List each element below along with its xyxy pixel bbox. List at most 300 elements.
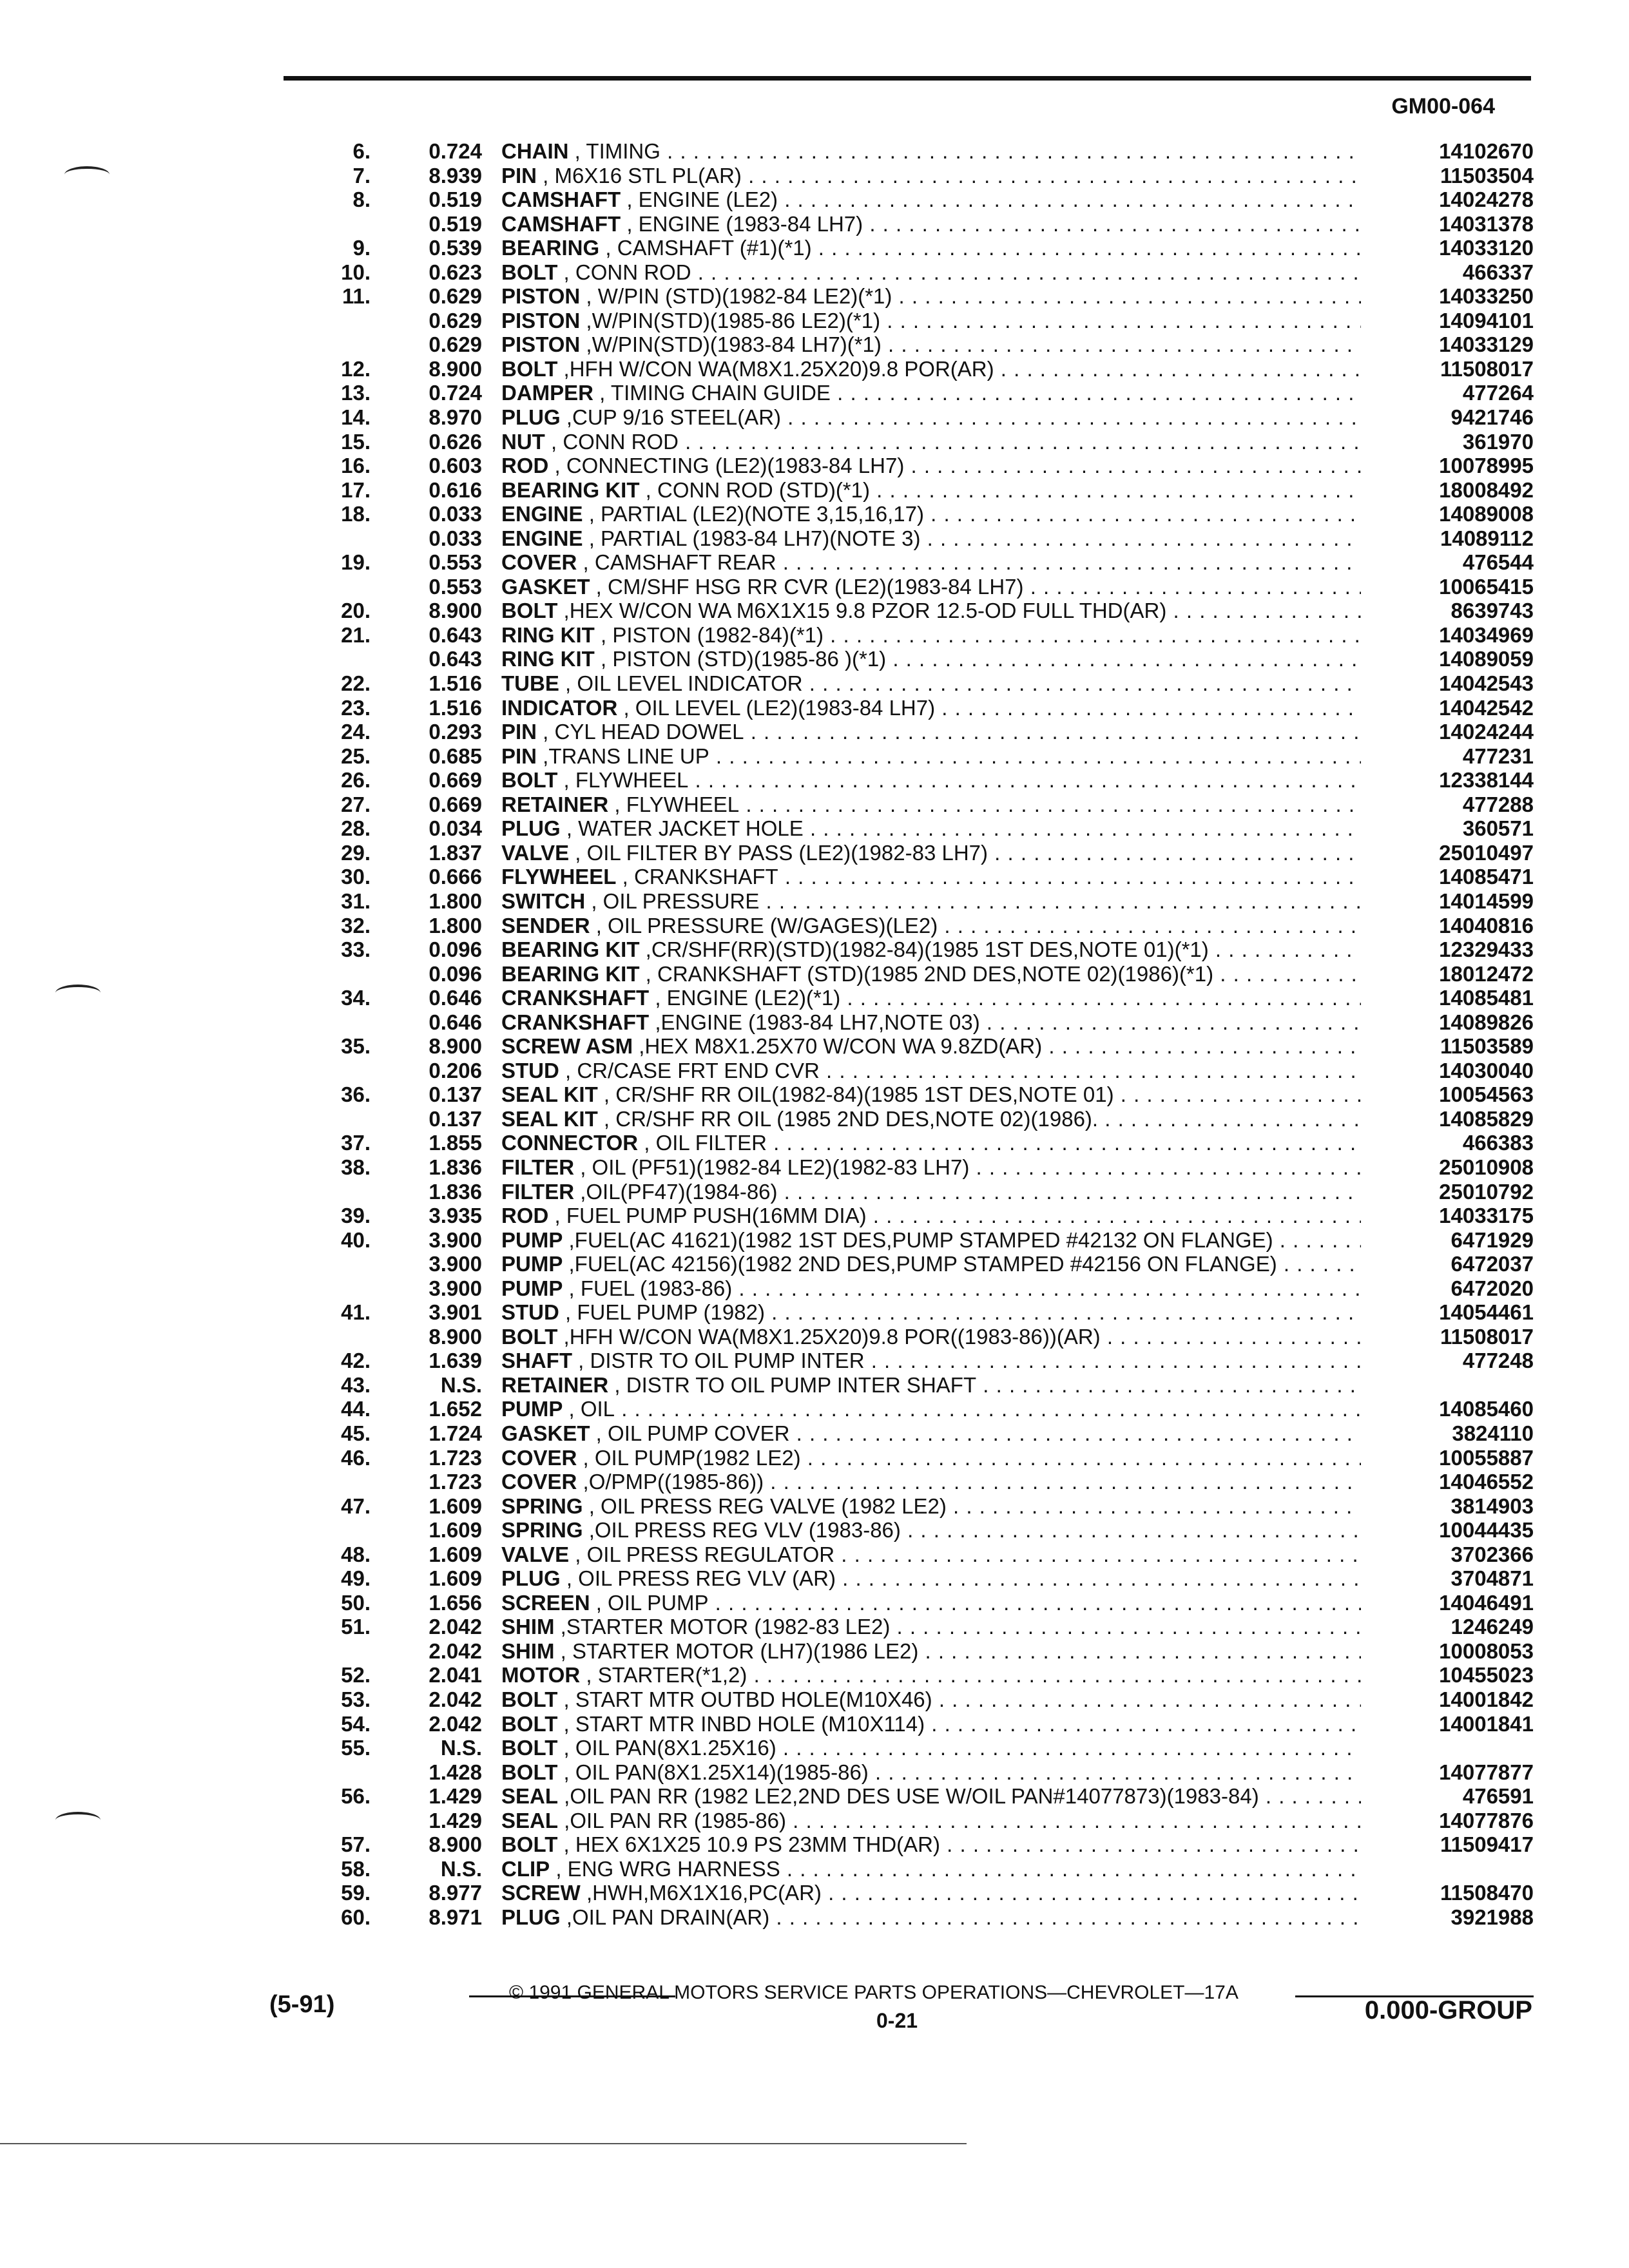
table-row [309, 1832, 1534, 1857]
part-number: 477231 [1462, 744, 1534, 768]
part-detail: , PARTIAL (LE2)(NOTE 3,15,16,17) [583, 502, 924, 526]
table-row [309, 744, 1534, 769]
group-number: 0.519 [429, 211, 482, 236]
part-description [501, 1518, 1361, 1542]
part-detail: ,TRANS LINE UP [537, 744, 709, 768]
part-description [501, 1010, 1361, 1035]
part-detail: , DISTR TO OIL PUMP INTER SHAFT [608, 1372, 977, 1397]
part-name: SCREW ASM [501, 1034, 633, 1059]
part-name: RETAINER [501, 1372, 609, 1397]
part-detail: , DISTR TO OIL PUMP INTER [572, 1349, 865, 1373]
part-number: 14046491 [1439, 1590, 1534, 1615]
group-number: 1.800 [429, 889, 482, 913]
part-description [501, 1082, 1361, 1107]
group-number: 0.646 [429, 1010, 482, 1034]
item-number: 11. [342, 284, 371, 309]
table-row [309, 1010, 1534, 1035]
part-name: BOLT [501, 1687, 558, 1711]
part-detail: , START MTR INBD HOLE (M10X114) [557, 1711, 925, 1736]
part-description [501, 1397, 1361, 1421]
table-row [309, 1736, 1534, 1760]
item-number: 24. [341, 720, 371, 744]
part-name: PISTON [501, 284, 581, 309]
part-detail: ,OIL(PF47)(1984-86) [574, 1179, 778, 1204]
table-row [309, 1663, 1534, 1687]
part-number: 14042543 [1439, 671, 1534, 696]
item-number: 52. [341, 1663, 371, 1687]
part-detail: , FUEL (1983-86) [563, 1276, 733, 1300]
part-number: 14085471 [1439, 865, 1534, 889]
item-number: 34. [341, 986, 371, 1010]
table-row [309, 1300, 1534, 1325]
part-number: 360571 [1462, 816, 1534, 841]
item-number: 35. [341, 1034, 371, 1059]
part-detail: , CONN ROD [557, 260, 691, 284]
scan-mark [55, 985, 101, 1001]
part-number: 466337 [1462, 260, 1534, 284]
part-description [501, 962, 1361, 986]
part-name: PLUG [501, 816, 561, 841]
part-description [501, 647, 1361, 671]
part-description [501, 1059, 1361, 1083]
part-detail: ,O/PMP((1985-86)) [577, 1470, 764, 1494]
table-row [309, 1760, 1534, 1785]
part-description [501, 1204, 1361, 1228]
part-name: COVER [501, 1470, 577, 1494]
item-number: 7. [352, 163, 371, 187]
part-name: FILTER [501, 1179, 575, 1204]
part-description [501, 889, 1361, 914]
part-name: ENGINE [501, 526, 583, 550]
table-row [309, 937, 1534, 962]
part-number: 14046552 [1439, 1470, 1534, 1494]
table-row [309, 914, 1534, 938]
part-detail: , STARTER MOTOR (LH7)(1986 LE2) [554, 1639, 919, 1663]
group-number: 0.137 [429, 1082, 482, 1107]
item-number: 53. [341, 1687, 371, 1711]
part-detail: , CAMSHAFT REAR [577, 550, 776, 575]
part-description [501, 1784, 1361, 1809]
part-name: CLIP [501, 1856, 550, 1881]
part-name: BEARING KIT [501, 961, 640, 986]
part-name: SHIM [501, 1615, 555, 1639]
part-number: 14033129 [1439, 332, 1534, 357]
part-detail: , CR/SHF RR OIL(1982-84)(1985 1ST DES,NOTE 01) [597, 1082, 1114, 1107]
part-number: 14001841 [1439, 1711, 1534, 1736]
part-description [501, 696, 1361, 720]
part-detail: , OIL PAN(8X1.25X16) [557, 1736, 776, 1760]
group-number: 3.901 [429, 1300, 482, 1325]
part-detail: , FUEL PUMP PUSH(16MM DIA) [548, 1204, 867, 1228]
group-number: 0.034 [429, 816, 482, 841]
group-number: 1.429 [429, 1784, 482, 1809]
group-number: 8.971 [429, 1905, 482, 1929]
part-detail: , OIL PRESS REG VALVE (1982 LE2) [583, 1494, 947, 1518]
group-number: 1.516 [429, 695, 482, 720]
part-name: PIN [501, 720, 537, 744]
group-number: 8.900 [429, 1832, 482, 1857]
part-description [501, 260, 1361, 285]
part-detail: ,CUP 9/16 STEEL(AR) [560, 405, 782, 430]
part-number: 14085829 [1439, 1106, 1534, 1131]
group-number: 8.900 [429, 356, 482, 381]
group-number: 0.724 [429, 381, 482, 405]
group-number: 1.800 [429, 913, 482, 937]
part-description [501, 1566, 1361, 1591]
part-name: INDICATOR [501, 695, 618, 720]
table-row [309, 1470, 1534, 1494]
group-number: 3.935 [429, 1204, 482, 1228]
table-row [309, 1325, 1534, 1349]
group-number: 0.096 [429, 937, 482, 962]
table-row [309, 671, 1534, 696]
part-detail: , FUEL PUMP (1982) [559, 1300, 765, 1325]
part-number: 9421746 [1451, 405, 1534, 430]
part-description [501, 1373, 1361, 1398]
group-number: 1.609 [429, 1542, 482, 1566]
part-name: DAMPER [501, 381, 594, 405]
part-detail: ,OIL PAN RR (1982 LE2,2ND DES USE W/OIL PAN#14077873)(1983-84) [558, 1784, 1259, 1809]
part-number: 11503504 [1440, 163, 1534, 187]
part-description [501, 405, 1361, 430]
part-name: BOLT [501, 1324, 558, 1349]
item-number: 47. [341, 1494, 371, 1518]
group-number: 0.553 [429, 550, 482, 575]
part-description [501, 768, 1361, 793]
part-detail: ,ENGINE (1983-84 LH7,NOTE 03) [649, 1010, 980, 1034]
part-name: STUD [501, 1058, 559, 1082]
part-detail: , OIL FILTER [638, 1131, 767, 1155]
part-number: 12338144 [1439, 768, 1534, 793]
table-row [309, 1542, 1534, 1567]
item-number: 29. [341, 840, 371, 865]
group-number: 0.096 [429, 961, 482, 986]
part-detail: , CYL HEAD DOWEL [537, 720, 744, 744]
item-number: 38. [341, 1155, 371, 1179]
part-description [501, 1615, 1361, 1639]
table-row [309, 1494, 1534, 1519]
part-name: SHIM [501, 1639, 555, 1663]
table-row [309, 430, 1534, 454]
part-number: 14077876 [1439, 1808, 1534, 1832]
part-description [501, 309, 1361, 333]
part-detail: ,HFH W/CON WA(M8X1.25X20)9.8 POR((1983-86))(AR) [557, 1324, 1101, 1349]
table-row [309, 1252, 1534, 1276]
group-number: N.S. [440, 1856, 482, 1881]
part-name: CHAIN [501, 139, 569, 163]
part-name: SPRING [501, 1518, 583, 1542]
part-name: GASKET [501, 1421, 590, 1445]
item-number: 44. [341, 1397, 371, 1421]
part-name: PLUG [501, 1905, 561, 1929]
part-number: 11508017 [1440, 356, 1534, 381]
group-number: 1.656 [429, 1590, 482, 1615]
group-number: 8.900 [429, 1034, 482, 1059]
table-row [309, 1615, 1534, 1639]
part-number: 18008492 [1439, 477, 1534, 502]
part-detail: , CONNECTING (LE2)(1983-84 LH7) [548, 454, 905, 478]
table-row [309, 647, 1534, 671]
part-name: FILTER [501, 1155, 575, 1179]
part-detail: , CM/SHF HSG RR CVR (LE2)(1983-84 LH7) [590, 574, 1024, 599]
part-detail: , OIL [563, 1397, 615, 1421]
part-name: RING KIT [501, 622, 595, 647]
item-number: 16. [341, 454, 371, 478]
part-detail: ,HEX W/CON WA M6X1X15 9.8 PZOR 12.5-OD FULL THD(AR) [557, 599, 1167, 623]
part-detail: , OIL (PF51)(1982-84 LE2)(1982-83 LH7) [574, 1155, 970, 1179]
item-number: 19. [341, 550, 371, 575]
item-number: 14. [341, 405, 371, 430]
part-description [501, 1881, 1361, 1905]
part-number: 14089008 [1439, 502, 1534, 526]
table-row [309, 889, 1534, 914]
part-detail: , CONN ROD (STD)(*1) [639, 477, 870, 502]
part-description [501, 478, 1361, 503]
group-number: 8.900 [429, 1324, 482, 1349]
group-number: 2.042 [429, 1687, 482, 1711]
item-number: 58. [341, 1856, 371, 1881]
table-row [309, 623, 1534, 648]
part-number: 6471929 [1451, 1227, 1534, 1252]
part-detail: , ENGINE (LE2) [621, 187, 778, 212]
part-detail: ,HFH W/CON WA(M8X1.25X20)9.8 POR(AR) [557, 356, 994, 381]
document-id: GM00-064 [1391, 94, 1495, 119]
parts-list [309, 139, 1534, 1929]
table-row [309, 187, 1534, 212]
scan-mark [55, 1812, 101, 1829]
group-number: 0.685 [429, 744, 482, 768]
part-name: SCREEN [501, 1590, 590, 1615]
part-description [501, 1228, 1361, 1253]
group-number: 0.626 [429, 429, 482, 454]
part-name: GASKET [501, 574, 590, 599]
table-row [309, 526, 1534, 551]
part-name: SCREW [501, 1881, 581, 1905]
group-number: 0.603 [429, 454, 482, 478]
part-description [501, 430, 1361, 454]
part-number: 10044435 [1439, 1518, 1534, 1542]
part-number: 14089059 [1439, 647, 1534, 671]
part-description [501, 1155, 1361, 1180]
part-name: ROD [501, 454, 549, 478]
part-number: 14089112 [1440, 526, 1534, 550]
group-number: 0.629 [429, 308, 482, 332]
part-name: SEAL [501, 1808, 559, 1832]
part-name: SWITCH [501, 889, 586, 913]
part-description [501, 1421, 1361, 1446]
group-number: 2.042 [429, 1711, 482, 1736]
part-description [501, 1857, 1361, 1881]
part-description [501, 1663, 1361, 1687]
part-name: VALVE [501, 1542, 570, 1566]
table-row [309, 1349, 1534, 1373]
part-number: 477248 [1462, 1349, 1534, 1373]
group-number: 0.669 [429, 792, 482, 816]
part-number: 11503589 [1440, 1034, 1534, 1059]
part-detail: ,HWH,M6X1X16,PC(AR) [580, 1881, 822, 1905]
part-description [501, 1107, 1361, 1131]
part-description [501, 1760, 1361, 1785]
part-name: BOLT [501, 1711, 558, 1736]
part-name: FLYWHEEL [501, 865, 617, 889]
part-description [501, 1591, 1361, 1615]
item-number: 10. [341, 260, 371, 284]
group-number: 1.609 [429, 1518, 482, 1542]
item-number: 20. [341, 599, 371, 623]
part-detail: , OIL PUMP(1982 LE2) [577, 1445, 801, 1470]
table-row [309, 1784, 1534, 1809]
part-detail: , CRANKSHAFT (STD)(1985 2ND DES,NOTE 02)(1986)(*1) [639, 961, 1214, 986]
part-detail: , HEX 6X1X25 10.9 PS 23MM THD(AR) [557, 1832, 940, 1857]
part-name: BOLT [501, 1736, 558, 1760]
group-number: 1.723 [429, 1470, 482, 1494]
item-number: 36. [341, 1082, 371, 1107]
part-number: 6472037 [1451, 1252, 1534, 1276]
table-row [309, 212, 1534, 236]
part-description [501, 284, 1361, 309]
group-number: 1.724 [429, 1421, 482, 1445]
table-row [309, 164, 1534, 188]
part-number: 10054563 [1439, 1082, 1534, 1107]
part-number: 12329433 [1439, 937, 1534, 962]
item-number: 18. [341, 502, 371, 526]
part-name: PIN [501, 163, 537, 187]
part-detail: , TIMING CHAIN GUIDE [593, 381, 831, 405]
table-row [309, 309, 1534, 333]
part-description [501, 1325, 1361, 1349]
part-name: PUMP [501, 1227, 563, 1252]
part-description [501, 744, 1361, 769]
table-row [309, 1034, 1534, 1059]
part-name: SHAFT [501, 1349, 572, 1373]
part-description [501, 1131, 1361, 1155]
part-description [501, 865, 1361, 889]
item-number: 9. [352, 236, 371, 260]
part-number: 14024278 [1439, 187, 1534, 212]
part-detail: , W/PIN (STD)(1982-84 LE2)(*1) [580, 284, 892, 309]
part-number: 3704871 [1451, 1566, 1534, 1591]
part-description [501, 1252, 1361, 1276]
item-number: 39. [341, 1204, 371, 1228]
footer-date: (5-91) [269, 1991, 335, 2018]
part-number: 25010908 [1439, 1155, 1534, 1179]
table-row [309, 405, 1534, 430]
item-number: 41. [341, 1300, 371, 1325]
part-number: 14033175 [1439, 1204, 1534, 1228]
table-row [309, 1905, 1534, 1930]
part-name: PIN [501, 744, 537, 768]
table-row [309, 816, 1534, 841]
part-detail: , OIL PRESSURE (W/GAGES)(LE2) [590, 913, 938, 937]
table-row [309, 1155, 1534, 1180]
item-number: 40. [341, 1227, 371, 1252]
bottom-rule [0, 2143, 967, 2144]
group-number: 0.666 [429, 865, 482, 889]
part-number: 14040816 [1439, 913, 1534, 937]
top-rule [284, 76, 1531, 81]
part-name: BOLT [501, 768, 558, 793]
part-description [501, 381, 1361, 405]
group-number: 0.137 [429, 1106, 482, 1131]
part-detail: , PARTIAL (1983-84 LH7)(NOTE 3) [583, 526, 921, 550]
footer-copyright: © 1991 GENERAL MOTORS SERVICE PARTS OPERATIONS—CHEVROLET—17A [509, 1982, 1239, 2003]
part-name: CAMSHAFT [501, 187, 621, 212]
item-number: 32. [341, 913, 371, 937]
group-number: 2.042 [429, 1615, 482, 1639]
item-number: 12. [341, 356, 371, 381]
group-number: 8.939 [429, 163, 482, 187]
part-number: 14094101 [1439, 308, 1534, 332]
table-row [309, 1712, 1534, 1736]
part-number: 14031378 [1439, 211, 1534, 236]
part-detail: , OIL LEVEL INDICATOR [559, 671, 803, 696]
part-detail: , OIL PRESS REG VLV (AR) [560, 1566, 836, 1591]
item-number: 13. [341, 381, 371, 405]
part-name: VALVE [501, 840, 570, 865]
part-description [501, 1832, 1361, 1857]
group-number: 0.643 [429, 647, 482, 671]
table-row [309, 1373, 1534, 1398]
part-description [501, 1639, 1361, 1664]
group-number: N.S. [440, 1736, 482, 1760]
part-number: 10008053 [1439, 1639, 1534, 1663]
group-number: 1.836 [429, 1155, 482, 1179]
part-detail: ,STARTER MOTOR (1982-83 LE2) [554, 1615, 891, 1639]
part-description [501, 454, 1361, 478]
group-number: 2.042 [429, 1639, 482, 1663]
item-number: 60. [341, 1905, 371, 1929]
part-description [501, 937, 1361, 962]
part-description [501, 187, 1361, 212]
table-row [309, 1591, 1534, 1615]
part-number: 14033250 [1439, 284, 1534, 309]
part-number: 11508470 [1440, 1881, 1534, 1905]
item-number: 30. [341, 865, 371, 889]
part-description [501, 623, 1361, 648]
part-number: 3702366 [1451, 1542, 1534, 1566]
part-description [501, 1736, 1361, 1760]
item-number: 51. [341, 1615, 371, 1639]
part-name: BOLT [501, 260, 558, 284]
part-number: 3814903 [1451, 1494, 1534, 1518]
part-description [501, 1687, 1361, 1712]
group-number: 0.629 [429, 332, 482, 357]
part-description [501, 526, 1361, 551]
part-number: 3824110 [1452, 1421, 1534, 1445]
part-name: SEAL KIT [501, 1106, 598, 1131]
table-row [309, 1518, 1534, 1542]
part-name: COVER [501, 1445, 577, 1470]
table-row [309, 599, 1534, 623]
item-number: 49. [341, 1566, 371, 1591]
part-description [501, 357, 1361, 381]
table-row [309, 139, 1534, 164]
table-row [309, 502, 1534, 526]
part-description [501, 1300, 1361, 1325]
group-number: 0.206 [429, 1058, 482, 1082]
table-row [309, 865, 1534, 889]
part-number: 3921988 [1451, 1905, 1534, 1929]
part-number: 10455023 [1439, 1663, 1534, 1687]
item-number: 27. [341, 792, 371, 816]
table-row [309, 720, 1534, 744]
group-number: 0.553 [429, 574, 482, 599]
part-name: TUBE [501, 671, 559, 696]
part-name: PISTON [501, 308, 581, 332]
part-number: 14042542 [1439, 695, 1534, 720]
part-number: 477288 [1462, 792, 1534, 816]
part-name: STUD [501, 1300, 559, 1325]
